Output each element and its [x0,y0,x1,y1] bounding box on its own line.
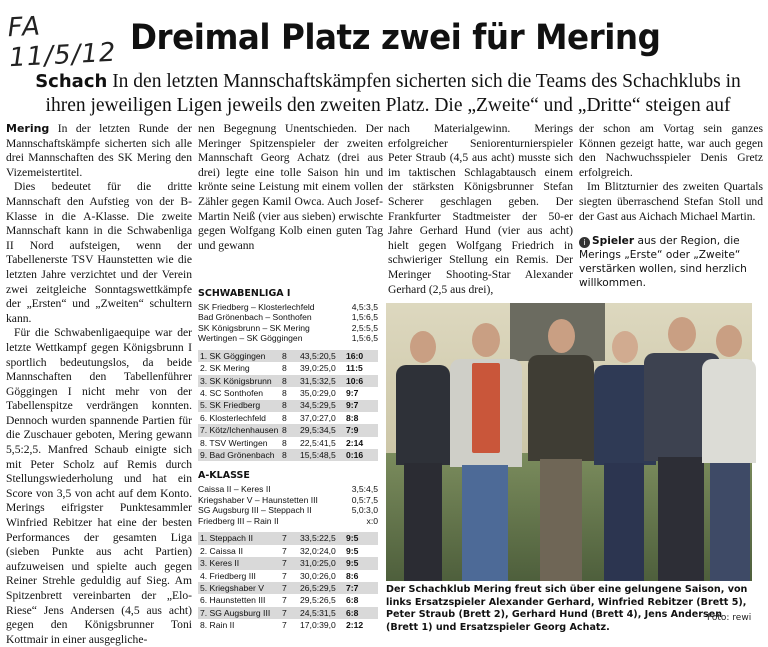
info-box [579,234,763,290]
match-points: 9:7 [346,400,359,411]
games-played: 8 [282,400,287,411]
handwritten-note: FA 11/5/12 [6,11,118,74]
games-played: 8 [282,449,287,460]
standings-row [198,424,378,436]
games-played: 8 [282,412,287,423]
result-row [198,484,378,495]
standings-row [198,400,378,412]
team-name: 1. SK Göggingen [200,350,266,361]
result-match: Friedberg III – Rain II [198,515,279,526]
team-name: 3. Keres II [200,558,240,569]
headline: Dreimal Platz zwei für Mering [130,18,661,58]
article-paragraph [6,122,192,180]
standings-row [198,582,378,594]
board-points: 39,0:25,0 [300,363,336,374]
board-points: 43,5:20,5 [300,350,336,361]
info-text: aus der Region, die Merings „Erste“ oder „Zweite“ verstärken wollen, sind herzlich willkommen. [579,235,747,290]
board-points: 22,5:41,5 [300,437,336,448]
board-points: 26,5:29,5 [300,582,336,593]
result-score: 5,0:3,0 [351,505,378,516]
board-points: 34,5:29,5 [300,400,336,411]
match-points: 16:0 [346,350,364,361]
match-points: 6:8 [346,595,359,606]
photo-caption: Der Schachklub Mering freut sich über eine gelungene Saison, von links Ersatzspieler Alexander Gerhard, Winfried Rebitzer (Brett 5), Peter Straub (Brett 2), Gerhard Hund (Brett 4), Jens Andersen (Brett 1) und Ersatzspieler Georg Achatz. [386,584,748,633]
subhead-kicker: Schach [35,71,108,92]
result-score: 3,5:4,5 [351,484,378,495]
games-played: 8 [282,425,287,436]
paragraph-text: In der letzten Runde der Mannschaftskämpfe sicherten sich alle drei Mannschaften des SK Mering den Vizemeistertitel. [6,122,192,179]
subhead-text: In den letzten Mannschaftskämpfen sicherten sich die Teams des Schachklubs in ihren jeweiligen Ligen jeweils den zweiten Platz. Die „Zweite“ und „Dritte“ steigen auf [45,71,741,116]
results-list-aklasse [198,484,378,526]
result-match: Kriegshaber V – Haunstetten III [198,494,318,505]
board-points: 31,0:25,0 [300,558,336,569]
match-points: 0:16 [346,449,364,460]
board-points: 29,5:26,5 [300,595,336,606]
standings-table-aklasse [198,532,378,631]
standings-table-schwabenliga [198,350,378,462]
match-points: 7:7 [346,582,359,593]
standings-row [198,594,378,606]
table-title-aklasse: A-KLASSE [198,470,250,482]
subhead [14,70,762,118]
result-score: 1,5:6,5 [351,312,378,323]
person-figure [526,319,596,581]
article-column-1 [6,122,192,647]
games-played: 7 [282,582,287,593]
team-name: 1. Steppach II [200,533,254,544]
article-column-2 [198,122,383,253]
team-name: 2. Caissa II [200,545,243,556]
article-paragraph: Dies bedeutet für die dritte Mannschaft den Aufstieg von der B-Klasse in die A-Klasse. Die zweite Mannschaft kann in die Schwabenliga II Nord aufsteigen, wenn der Tabellenerste TSV Haunstetten wie die letzten Jahre verzichtet und der Verein zwei zeitgleiche Sonntagswettkämpfe der „Ersten“ und „Zweiten“ schultern kann. [6,180,192,325]
standings-row [198,607,378,619]
result-score: 1,5:6,5 [351,333,378,344]
result-score: 2,5:5,5 [351,322,378,333]
team-name: 2. SK Mering [200,363,250,374]
board-points: 29,5:34,5 [300,425,336,436]
match-points: 9:7 [346,388,359,399]
team-name: 5. SK Friedberg [200,400,261,411]
board-points: 31,5:32,5 [300,375,336,386]
standings-row [198,375,378,387]
match-points: 8:8 [346,412,359,423]
standings-row [198,532,378,544]
article-column-3 [388,122,573,297]
games-played: 7 [282,620,287,631]
games-played: 7 [282,595,287,606]
team-name: 7. Kötz/Ichenhausen [200,425,279,436]
result-row [198,312,378,323]
result-match: SG Augsburg III – Steppach II [198,505,312,516]
standings-row [198,350,378,362]
match-points: 9:5 [346,545,359,556]
match-points: 2:12 [346,620,364,631]
board-points: 33,5:22,5 [300,533,336,544]
board-points: 30,0:26,0 [300,570,336,581]
games-played: 8 [282,350,287,361]
results-list-schwabenliga [198,302,378,344]
match-points: 7:9 [346,425,359,436]
standings-row [198,362,378,374]
team-photo [386,303,752,581]
article-paragraph: Für die Schwabenligaequipe war der letzte Wettkampf gegen Königsbrunn I sportlich bedeutungslos, da beide Mannschaften den Tabellenführer Göggingen I nicht mehr von der Tabellenspitze verdrängen konnten. Dennoch wurden spannende Partien für die Zuschauer geboten, Mering gewann 5,5:2,5. Manfred Schaub einigte sich mit Peter Scholz auf Remis durch Stellungswiederholung und hat ein Score von 3,5 von acht auf dem Konto. Merings eifrigster Punktesammler Winfried Rebitzer hat eine der besten Performances der gesamten Liga (sieben Punkte aus acht Partien) aufzuweisen und spielte auch gegen Reiner Strehle geduldig auf Sieg. Am Spitzenbrett vereinbarten der „Elo-Riese“ Jens Andersen (4,5 aus acht) gegen den Königsbrunner Toni Kottmair in einer ausgegliche- [6,326,192,646]
team-name: 7. SG Augsburg III [200,607,271,618]
result-row [198,323,378,334]
article-paragraph: der schon am Vortag sein ganzes Können gezeigt hatte, war auch gegen den Nachwuchsspieler Denis Gretz erfolgreich. [579,122,763,179]
team-name: 6. Klosterlechfeld [200,412,266,423]
info-icon: i [579,237,590,248]
person-figure [700,325,756,581]
match-points: 2:14 [346,437,364,448]
match-points: 8:6 [346,570,359,581]
team-name: 4. SC Sonthofen [200,388,264,399]
games-played: 7 [282,570,287,581]
games-played: 7 [282,533,287,544]
result-match: Caissa II – Keres II [198,484,271,495]
standings-row [198,412,378,424]
games-played: 7 [282,558,287,569]
result-row [198,333,378,344]
result-match: Wertingen – SK Göggingen [198,333,303,344]
league-tables [198,285,378,632]
games-played: 8 [282,437,287,448]
match-points: 9:5 [346,533,359,544]
match-points: 9:5 [346,558,359,569]
result-row [198,302,378,313]
result-row [198,505,378,516]
match-points: 11:5 [346,363,363,374]
standings-row [198,387,378,399]
games-played: 7 [282,545,287,556]
board-points: 32,0:24,0 [300,545,336,556]
team-name: 6. Haunstetten III [200,595,266,606]
result-score: 4,5:3,5 [351,301,378,312]
result-row [198,516,378,527]
games-played: 8 [282,375,287,386]
person-figure [446,323,526,581]
table-title-schwabenliga: SCHWABENLIGA I [198,288,291,299]
team-name: 5. Kriegshaber V [200,582,265,593]
result-row [198,495,378,506]
article-paragraph: Im Blitzturnier des zweiten Quartals siegten überraschend Stefan Stoll und der Gast aus Aichach Michael Martin. [579,180,763,223]
games-played: 7 [282,607,287,618]
standings-row [198,557,378,569]
result-match: SK Königsbrunn – SK Mering [198,322,310,333]
team-name: 8. TSV Wertingen [200,437,268,448]
standings-row [198,437,378,449]
games-played: 8 [282,388,287,399]
standings-row [198,449,378,461]
standings-row [198,619,378,631]
result-score: x:0 [366,515,378,526]
article-column-4 [579,122,763,290]
result-match: Bad Grönenbach – Sonthofen [198,312,312,323]
photo-credit: Foto: rewi [707,613,752,623]
board-points: 15,5:48,5 [300,449,336,460]
board-points: 17,0:39,0 [300,620,336,631]
person-figure [392,331,454,581]
board-points: 37,0:27,0 [300,412,336,423]
team-name: 9. Bad Grönenbach [200,449,275,460]
games-played: 8 [282,363,287,374]
team-name: 4. Friedberg III [200,570,256,581]
result-match: SK Friedberg – Klosterlechfeld [198,301,315,312]
board-points: 24,5:31,5 [300,607,336,618]
article-paragraph: nen Begegnung Unentschieden. Der Meringer Spitzenspieler der zweiten Mannschaft Georg Achatz (drei aus drei) legte eine tolle Saison hin und krönte seine Leistung mit einem vollen Zähler gegen Kamil Owca. Auch Josef-Martin Neiß (vier aus sieben) erwischte gegen Wolfgang Kolb einen guten Tag und gewann [198,122,383,252]
standings-row [198,545,378,557]
result-score: 0,5:7,5 [351,494,378,505]
article-paragraph: nach Materialgewinn. Merings erfolgreicher Seniorenturnierspieler Peter Straub (4,5 aus acht) musste sich im taktischen Schlagabtausch einem der stärksten Königsbrunner Stefan Scherer geschlagen geben. Der Frankfurter Stadtmeister der 50-er Jahre Gerhard Hund (vier aus acht) hielt gegen Wolfgang Friedrich in schwieriger Stellung ein Remis. Der Meringer Shooting-Star Alexander Gerhard (2,5 aus drei), [388,122,573,296]
dateline: Mering [6,122,50,135]
match-points: 10:6 [346,375,364,386]
team-name: 3. SK Königsbrunn [200,375,272,386]
match-points: 6:8 [346,607,359,618]
info-bold: Spieler [592,235,635,248]
board-points: 35,0:29,0 [300,388,336,399]
team-name: 8. Rain II [200,620,235,631]
standings-row [198,570,378,582]
